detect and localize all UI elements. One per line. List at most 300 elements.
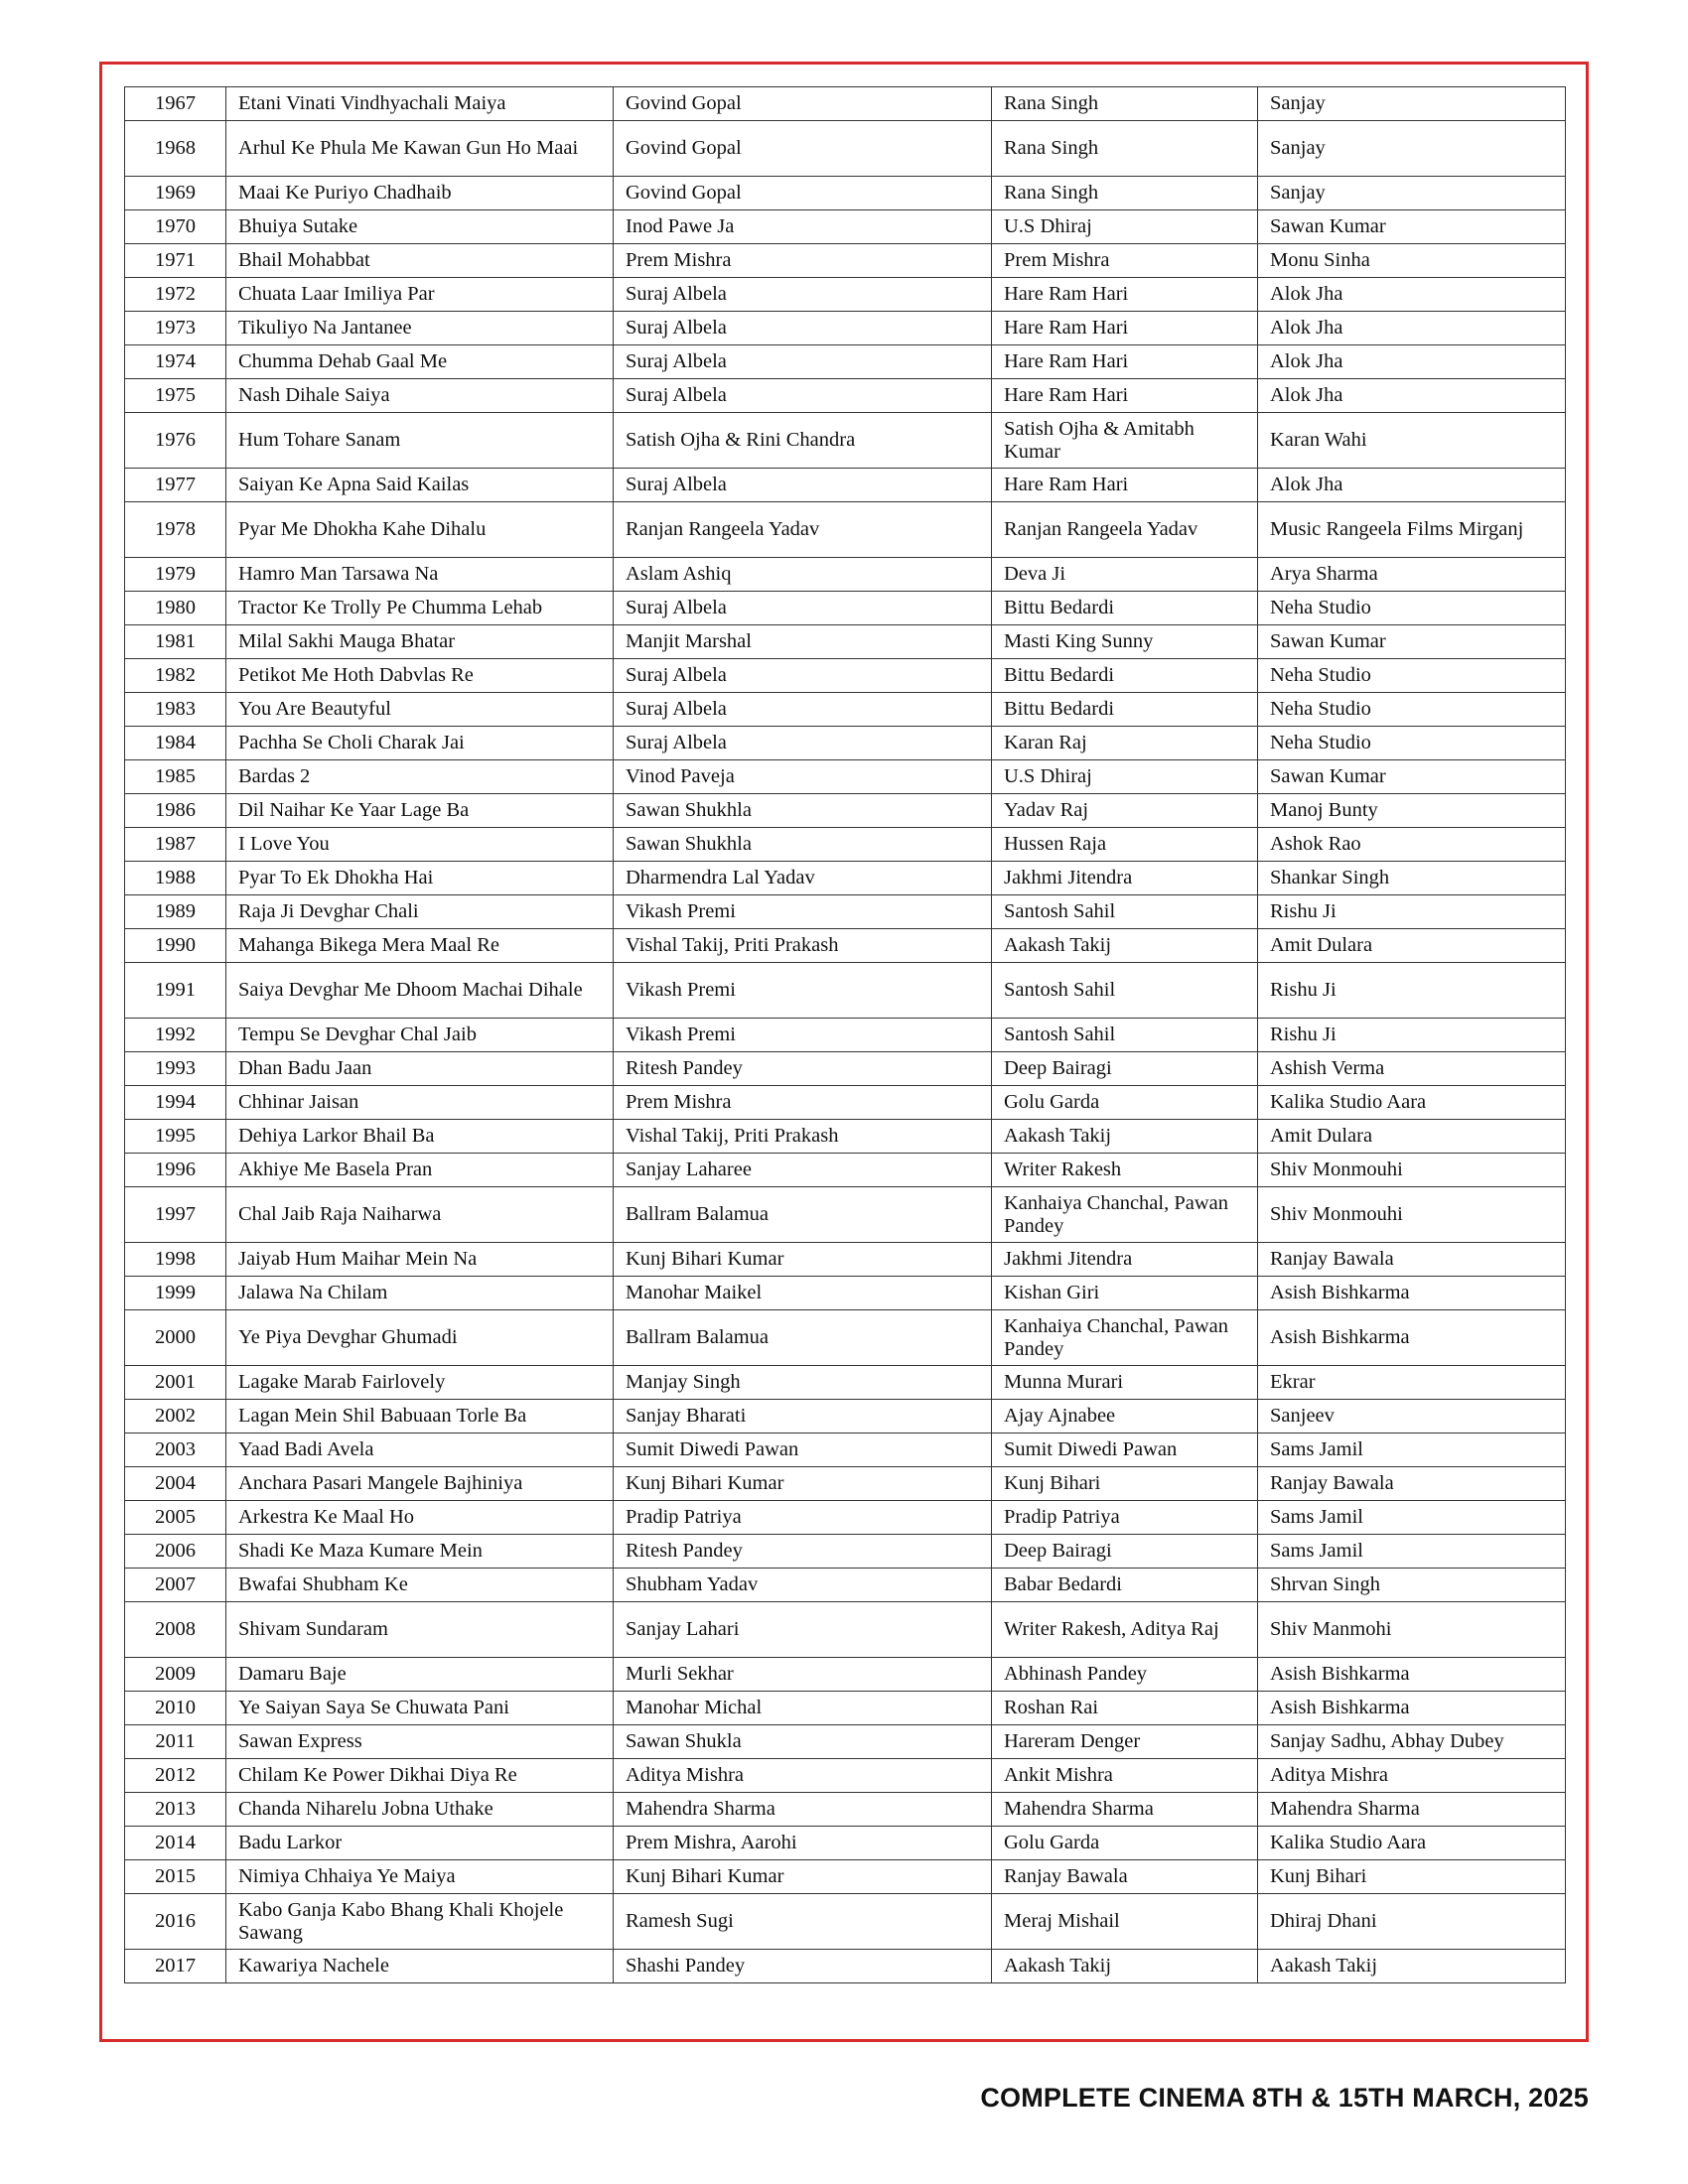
song-title-cell: Pyar Me Dhokha Kahe Dihalu xyxy=(226,502,614,558)
lyricist-cell: Aakash Takij xyxy=(992,929,1258,963)
table-row xyxy=(125,1277,1566,1310)
song-title-cell: Milal Sakhi Mauga Bhatar xyxy=(226,625,614,659)
singer-cell: Suraj Albela xyxy=(614,693,992,727)
music-cell: Aditya Mishra xyxy=(1258,1759,1566,1793)
table-row xyxy=(125,278,1566,312)
lyricist-cell: Deva Ji xyxy=(992,558,1258,592)
serial-number-cell: 2007 xyxy=(125,1569,226,1602)
singer-cell: Ritesh Pandey xyxy=(614,1535,992,1569)
table-row xyxy=(125,1725,1566,1759)
song-title-cell: Hamro Man Tarsawa Na xyxy=(226,558,614,592)
music-cell: Sawan Kumar xyxy=(1258,625,1566,659)
singer-cell: Vishal Takij, Priti Prakash xyxy=(614,929,992,963)
song-title-cell: Shivam Sundaram xyxy=(226,1602,614,1658)
serial-number-cell: 2004 xyxy=(125,1467,226,1501)
song-title-cell: Damaru Baje xyxy=(226,1658,614,1692)
lyricist-cell: Rana Singh xyxy=(992,177,1258,210)
singer-cell: Ranjan Rangeela Yadav xyxy=(614,502,992,558)
singer-cell: Suraj Albela xyxy=(614,659,992,693)
table-row xyxy=(125,1187,1566,1243)
song-title-cell: Bhuiya Sutake xyxy=(226,210,614,244)
lyricist-cell: Babar Bedardi xyxy=(992,1569,1258,1602)
lyricist-cell: Kanhaiya Chanchal, Pawan Pandey xyxy=(992,1187,1258,1243)
table-row xyxy=(125,1894,1566,1950)
song-title-cell: Jaiyab Hum Maihar Mein Na xyxy=(226,1243,614,1277)
lyricist-cell: Santosh Sahil xyxy=(992,895,1258,929)
singer-cell: Kunj Bihari Kumar xyxy=(614,1860,992,1894)
singer-cell: Dharmendra Lal Yadav xyxy=(614,862,992,895)
table-row xyxy=(125,727,1566,760)
singer-cell: Prem Mishra xyxy=(614,244,992,278)
singer-cell: Vikash Premi xyxy=(614,963,992,1019)
lyricist-cell: Bittu Bedardi xyxy=(992,693,1258,727)
song-credits-table xyxy=(124,86,1566,1983)
music-cell: Neha Studio xyxy=(1258,727,1566,760)
lyricist-cell: Ajay Ajnabee xyxy=(992,1400,1258,1433)
song-title-cell: Saiya Devghar Me Dhoom Machai Dihale xyxy=(226,963,614,1019)
song-title-cell: Tractor Ke Trolly Pe Chumma Lehab xyxy=(226,592,614,625)
lyricist-cell: Kishan Giri xyxy=(992,1277,1258,1310)
singer-cell: Govind Gopal xyxy=(614,87,992,121)
serial-number-cell: 1985 xyxy=(125,760,226,794)
serial-number-cell: 2009 xyxy=(125,1658,226,1692)
serial-number-cell: 1969 xyxy=(125,177,226,210)
singer-cell: Govind Gopal xyxy=(614,177,992,210)
lyricist-cell: Rana Singh xyxy=(992,87,1258,121)
music-cell: Asish Bishkarma xyxy=(1258,1692,1566,1725)
table-row xyxy=(125,1052,1566,1086)
music-cell: Alok Jha xyxy=(1258,278,1566,312)
serial-number-cell: 1991 xyxy=(125,963,226,1019)
lyricist-cell: Golu Garda xyxy=(992,1086,1258,1120)
song-title-cell: Lagan Mein Shil Babuaan Torle Ba xyxy=(226,1400,614,1433)
table-row xyxy=(125,413,1566,469)
music-cell: Ranjay Bawala xyxy=(1258,1467,1566,1501)
singer-cell: Manohar Michal xyxy=(614,1692,992,1725)
table-row xyxy=(125,1793,1566,1827)
serial-number-cell: 1983 xyxy=(125,693,226,727)
singer-cell: Ramesh Sugi xyxy=(614,1894,992,1950)
serial-number-cell: 1967 xyxy=(125,87,226,121)
serial-number-cell: 1981 xyxy=(125,625,226,659)
lyricist-cell: Hare Ram Hari xyxy=(992,312,1258,345)
serial-number-cell: 1970 xyxy=(125,210,226,244)
table-row xyxy=(125,1658,1566,1692)
serial-number-cell: 1995 xyxy=(125,1120,226,1154)
table-row xyxy=(125,1692,1566,1725)
serial-number-cell: 2001 xyxy=(125,1366,226,1400)
song-title-cell: Chilam Ke Power Dikhai Diya Re xyxy=(226,1759,614,1793)
table-row xyxy=(125,1501,1566,1535)
serial-number-cell: 1974 xyxy=(125,345,226,379)
music-cell: Sanjay xyxy=(1258,121,1566,177)
lyricist-cell: Prem Mishra xyxy=(992,244,1258,278)
singer-cell: Suraj Albela xyxy=(614,345,992,379)
serial-number-cell: 2008 xyxy=(125,1602,226,1658)
music-cell: Asish Bishkarma xyxy=(1258,1277,1566,1310)
song-title-cell: Maai Ke Puriyo Chadhaib xyxy=(226,177,614,210)
singer-cell: Prem Mishra xyxy=(614,1086,992,1120)
table-row xyxy=(125,1569,1566,1602)
serial-number-cell: 1999 xyxy=(125,1277,226,1310)
serial-number-cell: 2003 xyxy=(125,1433,226,1467)
serial-number-cell: 1973 xyxy=(125,312,226,345)
singer-cell: Mahendra Sharma xyxy=(614,1793,992,1827)
singer-cell: Manohar Maikel xyxy=(614,1277,992,1310)
table-row xyxy=(125,1086,1566,1120)
song-title-cell: Arhul Ke Phula Me Kawan Gun Ho Maai xyxy=(226,121,614,177)
song-title-cell: Shadi Ke Maza Kumare Mein xyxy=(226,1535,614,1569)
song-title-cell: Kabo Ganja Kabo Bhang Khali Khojele Sawang xyxy=(226,1894,614,1950)
serial-number-cell: 1975 xyxy=(125,379,226,413)
singer-cell: Suraj Albela xyxy=(614,469,992,502)
music-cell: Sawan Kumar xyxy=(1258,760,1566,794)
music-cell: Music Rangeela Films Mirganj xyxy=(1258,502,1566,558)
lyricist-cell: Mahendra Sharma xyxy=(992,1793,1258,1827)
music-cell: Ranjay Bawala xyxy=(1258,1243,1566,1277)
singer-cell: Govind Gopal xyxy=(614,121,992,177)
song-title-cell: Chhinar Jaisan xyxy=(226,1086,614,1120)
song-title-cell: Hum Tohare Sanam xyxy=(226,413,614,469)
lyricist-cell: Ranjay Bawala xyxy=(992,1860,1258,1894)
table-row xyxy=(125,693,1566,727)
music-cell: Asish Bishkarma xyxy=(1258,1658,1566,1692)
lyricist-cell: Bittu Bedardi xyxy=(992,659,1258,693)
music-cell: Ashok Rao xyxy=(1258,828,1566,862)
table-row xyxy=(125,210,1566,244)
lyricist-cell: U.S Dhiraj xyxy=(992,210,1258,244)
music-cell: Rishu Ji xyxy=(1258,1019,1566,1052)
music-cell: Monu Sinha xyxy=(1258,244,1566,278)
singer-cell: Vikash Premi xyxy=(614,895,992,929)
serial-number-cell: 1998 xyxy=(125,1243,226,1277)
lyricist-cell: Jakhmi Jitendra xyxy=(992,862,1258,895)
serial-number-cell: 1997 xyxy=(125,1187,226,1243)
serial-number-cell: 1982 xyxy=(125,659,226,693)
footer-publication-line: COMPLETE CINEMA 8TH & 15TH MARCH, 2025 xyxy=(980,2083,1589,2113)
music-cell: Sanjay Sadhu, Abhay Dubey xyxy=(1258,1725,1566,1759)
music-cell: Neha Studio xyxy=(1258,592,1566,625)
serial-number-cell: 1992 xyxy=(125,1019,226,1052)
table-body xyxy=(125,87,1566,1983)
song-title-cell: Ye Saiyan Saya Se Chuwata Pani xyxy=(226,1692,614,1725)
serial-number-cell: 1968 xyxy=(125,121,226,177)
table-row xyxy=(125,1759,1566,1793)
song-title-cell: Chanda Niharelu Jobna Uthake xyxy=(226,1793,614,1827)
singer-cell: Manjay Singh xyxy=(614,1366,992,1400)
singer-cell: Sawan Shukhla xyxy=(614,828,992,862)
lyricist-cell: Meraj Mishail xyxy=(992,1894,1258,1950)
table-row xyxy=(125,177,1566,210)
singer-cell: Aditya Mishra xyxy=(614,1759,992,1793)
music-cell: Kalika Studio Aara xyxy=(1258,1086,1566,1120)
lyricist-cell: Roshan Rai xyxy=(992,1692,1258,1725)
music-cell: Sams Jamil xyxy=(1258,1433,1566,1467)
song-title-cell: Dhan Badu Jaan xyxy=(226,1052,614,1086)
table-row xyxy=(125,1535,1566,1569)
music-cell: Shiv Manmohi xyxy=(1258,1602,1566,1658)
table-row xyxy=(125,592,1566,625)
table-row xyxy=(125,625,1566,659)
singer-cell: Vishal Takij, Priti Prakash xyxy=(614,1120,992,1154)
table-row xyxy=(125,1154,1566,1187)
singer-cell: Murli Sekhar xyxy=(614,1658,992,1692)
lyricist-cell: Munna Murari xyxy=(992,1366,1258,1400)
table-row xyxy=(125,1366,1566,1400)
music-cell: Shiv Monmouhi xyxy=(1258,1154,1566,1187)
song-title-cell: Badu Larkor xyxy=(226,1827,614,1860)
music-cell: Alok Jha xyxy=(1258,379,1566,413)
song-title-cell: Tikuliyo Na Jantanee xyxy=(226,312,614,345)
music-cell: Karan Wahi xyxy=(1258,413,1566,469)
serial-number-cell: 1994 xyxy=(125,1086,226,1120)
song-title-cell: Lagake Marab Fairlovely xyxy=(226,1366,614,1400)
table-row xyxy=(125,1950,1566,1983)
lyricist-cell: Writer Rakesh xyxy=(992,1154,1258,1187)
table-row xyxy=(125,828,1566,862)
song-title-cell: Bhail Mohabbat xyxy=(226,244,614,278)
music-cell: Sanjay xyxy=(1258,87,1566,121)
table-row xyxy=(125,312,1566,345)
serial-number-cell: 1980 xyxy=(125,592,226,625)
singer-cell: Satish Ojha & Rini Chandra xyxy=(614,413,992,469)
lyricist-cell: Hare Ram Hari xyxy=(992,278,1258,312)
singer-cell: Pradip Patriya xyxy=(614,1501,992,1535)
lyricist-cell: Ranjan Rangeela Yadav xyxy=(992,502,1258,558)
song-title-cell: Dehiya Larkor Bhail Ba xyxy=(226,1120,614,1154)
serial-number-cell: 2010 xyxy=(125,1692,226,1725)
song-title-cell: Chal Jaib Raja Naiharwa xyxy=(226,1187,614,1243)
table-row xyxy=(125,244,1566,278)
singer-cell: Suraj Albela xyxy=(614,727,992,760)
serial-number-cell: 2017 xyxy=(125,1950,226,1983)
music-cell: Sams Jamil xyxy=(1258,1535,1566,1569)
song-title-cell: Petikot Me Hoth Dabvlas Re xyxy=(226,659,614,693)
serial-number-cell: 1993 xyxy=(125,1052,226,1086)
table-row xyxy=(125,1860,1566,1894)
serial-number-cell: 1989 xyxy=(125,895,226,929)
table-row xyxy=(125,1433,1566,1467)
serial-number-cell: 1996 xyxy=(125,1154,226,1187)
song-title-cell: Dil Naihar Ke Yaar Lage Ba xyxy=(226,794,614,828)
singer-cell: Sanjay Bharati xyxy=(614,1400,992,1433)
table-row xyxy=(125,1400,1566,1433)
singer-cell: Sumit Diwedi Pawan xyxy=(614,1433,992,1467)
song-title-cell: Raja Ji Devghar Chali xyxy=(226,895,614,929)
song-title-cell: Nimiya Chhaiya Ye Maiya xyxy=(226,1860,614,1894)
lyricist-cell: Abhinash Pandey xyxy=(992,1658,1258,1692)
serial-number-cell: 1972 xyxy=(125,278,226,312)
song-title-cell: Anchara Pasari Mangele Bajhiniya xyxy=(226,1467,614,1501)
music-cell: Shiv Monmouhi xyxy=(1258,1187,1566,1243)
music-cell: Sanjay xyxy=(1258,177,1566,210)
table-row xyxy=(125,558,1566,592)
table-row xyxy=(125,659,1566,693)
lyricist-cell: Hussen Raja xyxy=(992,828,1258,862)
singer-cell: Sawan Shukla xyxy=(614,1725,992,1759)
music-cell: Kunj Bihari xyxy=(1258,1860,1566,1894)
table-row xyxy=(125,862,1566,895)
music-cell: Manoj Bunty xyxy=(1258,794,1566,828)
table-row xyxy=(125,929,1566,963)
serial-number-cell: 2011 xyxy=(125,1725,226,1759)
singer-cell: Shashi Pandey xyxy=(614,1950,992,1983)
song-title-cell: Saiyan Ke Apna Said Kailas xyxy=(226,469,614,502)
table-row xyxy=(125,895,1566,929)
serial-number-cell: 1979 xyxy=(125,558,226,592)
lyricist-cell: Hareram Denger xyxy=(992,1725,1258,1759)
table-row xyxy=(125,1019,1566,1052)
table-row xyxy=(125,121,1566,177)
music-cell: Rishu Ji xyxy=(1258,895,1566,929)
lyricist-cell: Bittu Bedardi xyxy=(992,592,1258,625)
singer-cell: Suraj Albela xyxy=(614,278,992,312)
song-title-cell: Ye Piya Devghar Ghumadi xyxy=(226,1310,614,1366)
serial-number-cell: 2005 xyxy=(125,1501,226,1535)
lyricist-cell: Satish Ojha & Amitabh Kumar xyxy=(992,413,1258,469)
lyricist-cell: Kanhaiya Chanchal, Pawan Pandey xyxy=(992,1310,1258,1366)
music-cell: Kalika Studio Aara xyxy=(1258,1827,1566,1860)
song-title-cell: Etani Vinati Vindhyachali Maiya xyxy=(226,87,614,121)
serial-number-cell: 2012 xyxy=(125,1759,226,1793)
singer-cell: Shubham Yadav xyxy=(614,1569,992,1602)
music-cell: Rishu Ji xyxy=(1258,963,1566,1019)
lyricist-cell: Sumit Diwedi Pawan xyxy=(992,1433,1258,1467)
lyricist-cell: Jakhmi Jitendra xyxy=(992,1243,1258,1277)
lyricist-cell: Ankit Mishra xyxy=(992,1759,1258,1793)
table-row xyxy=(125,502,1566,558)
singer-cell: Sanjay Laharee xyxy=(614,1154,992,1187)
song-title-cell: You Are Beautyful xyxy=(226,693,614,727)
serial-number-cell: 1976 xyxy=(125,413,226,469)
music-cell: Shankar Singh xyxy=(1258,862,1566,895)
singer-cell: Sawan Shukhla xyxy=(614,794,992,828)
music-cell: Amit Dulara xyxy=(1258,929,1566,963)
singer-cell: Kunj Bihari Kumar xyxy=(614,1467,992,1501)
serial-number-cell: 1988 xyxy=(125,862,226,895)
song-title-cell: Kawariya Nachele xyxy=(226,1950,614,1983)
singer-cell: Ritesh Pandey xyxy=(614,1052,992,1086)
table-row xyxy=(125,379,1566,413)
singer-cell: Suraj Albela xyxy=(614,592,992,625)
singer-cell: Suraj Albela xyxy=(614,379,992,413)
music-cell: Dhiraj Dhani xyxy=(1258,1894,1566,1950)
lyricist-cell: Deep Bairagi xyxy=(992,1535,1258,1569)
music-cell: Sawan Kumar xyxy=(1258,210,1566,244)
music-cell: Alok Jha xyxy=(1258,469,1566,502)
serial-number-cell: 1978 xyxy=(125,502,226,558)
lyricist-cell: U.S Dhiraj xyxy=(992,760,1258,794)
music-cell: Aakash Takij xyxy=(1258,1950,1566,1983)
music-cell: Asish Bishkarma xyxy=(1258,1310,1566,1366)
lyricist-cell: Deep Bairagi xyxy=(992,1052,1258,1086)
singer-cell: Vikash Premi xyxy=(614,1019,992,1052)
serial-number-cell: 1971 xyxy=(125,244,226,278)
song-title-cell: Tempu Se Devghar Chal Jaib xyxy=(226,1019,614,1052)
serial-number-cell: 1986 xyxy=(125,794,226,828)
song-title-cell: Akhiye Me Basela Pran xyxy=(226,1154,614,1187)
table-row xyxy=(125,87,1566,121)
singer-cell: Sanjay Lahari xyxy=(614,1602,992,1658)
song-title-cell: Sawan Express xyxy=(226,1725,614,1759)
serial-number-cell: 1977 xyxy=(125,469,226,502)
serial-number-cell: 2013 xyxy=(125,1793,226,1827)
music-cell: Ekrar xyxy=(1258,1366,1566,1400)
song-title-cell: Pyar To Ek Dhokha Hai xyxy=(226,862,614,895)
music-cell: Alok Jha xyxy=(1258,345,1566,379)
table-row xyxy=(125,1243,1566,1277)
song-title-cell: Mahanga Bikega Mera Maal Re xyxy=(226,929,614,963)
lyricist-cell: Santosh Sahil xyxy=(992,963,1258,1019)
music-cell: Amit Dulara xyxy=(1258,1120,1566,1154)
song-title-cell: Yaad Badi Avela xyxy=(226,1433,614,1467)
song-title-cell: Jalawa Na Chilam xyxy=(226,1277,614,1310)
song-title-cell: Pachha Se Choli Charak Jai xyxy=(226,727,614,760)
table-row xyxy=(125,345,1566,379)
table-row xyxy=(125,1120,1566,1154)
lyricist-cell: Santosh Sahil xyxy=(992,1019,1258,1052)
table-row xyxy=(125,760,1566,794)
lyricist-cell: Kunj Bihari xyxy=(992,1467,1258,1501)
lyricist-cell: Writer Rakesh, Aditya Raj xyxy=(992,1602,1258,1658)
singer-cell: Ballram Balamua xyxy=(614,1187,992,1243)
lyricist-cell: Hare Ram Hari xyxy=(992,345,1258,379)
song-title-cell: Bwafai Shubham Ke xyxy=(226,1569,614,1602)
song-title-cell: I Love You xyxy=(226,828,614,862)
serial-number-cell: 2016 xyxy=(125,1894,226,1950)
song-title-cell: Nash Dihale Saiya xyxy=(226,379,614,413)
singer-cell: Manjit Marshal xyxy=(614,625,992,659)
table-row xyxy=(125,794,1566,828)
table-row xyxy=(125,469,1566,502)
serial-number-cell: 1990 xyxy=(125,929,226,963)
lyricist-cell: Hare Ram Hari xyxy=(992,379,1258,413)
singer-cell: Inod Pawe Ja xyxy=(614,210,992,244)
serial-number-cell: 2015 xyxy=(125,1860,226,1894)
song-title-cell: Arkestra Ke Maal Ho xyxy=(226,1501,614,1535)
singer-cell: Aslam Ashiq xyxy=(614,558,992,592)
serial-number-cell: 2002 xyxy=(125,1400,226,1433)
music-cell: Neha Studio xyxy=(1258,659,1566,693)
music-cell: Alok Jha xyxy=(1258,312,1566,345)
table-row xyxy=(125,1310,1566,1366)
serial-number-cell: 1984 xyxy=(125,727,226,760)
lyricist-cell: Karan Raj xyxy=(992,727,1258,760)
singer-cell: Ballram Balamua xyxy=(614,1310,992,1366)
singer-cell: Vinod Paveja xyxy=(614,760,992,794)
music-cell: Ashish Verma xyxy=(1258,1052,1566,1086)
lyricist-cell: Yadav Raj xyxy=(992,794,1258,828)
lyricist-cell: Pradip Patriya xyxy=(992,1501,1258,1535)
lyricist-cell: Rana Singh xyxy=(992,121,1258,177)
table-row xyxy=(125,1827,1566,1860)
lyricist-cell: Aakash Takij xyxy=(992,1120,1258,1154)
lyricist-cell: Masti King Sunny xyxy=(992,625,1258,659)
serial-number-cell: 2006 xyxy=(125,1535,226,1569)
music-cell: Neha Studio xyxy=(1258,693,1566,727)
singer-cell: Kunj Bihari Kumar xyxy=(614,1243,992,1277)
music-cell: Shrvan Singh xyxy=(1258,1569,1566,1602)
table-row xyxy=(125,1467,1566,1501)
song-title-cell: Chuata Laar Imiliya Par xyxy=(226,278,614,312)
song-title-cell: Chumma Dehab Gaal Me xyxy=(226,345,614,379)
music-cell: Sanjeev xyxy=(1258,1400,1566,1433)
singer-cell: Prem Mishra, Aarohi xyxy=(614,1827,992,1860)
song-title-cell: Bardas 2 xyxy=(226,760,614,794)
music-cell: Mahendra Sharma xyxy=(1258,1793,1566,1827)
table-row xyxy=(125,1602,1566,1658)
music-cell: Arya Sharma xyxy=(1258,558,1566,592)
